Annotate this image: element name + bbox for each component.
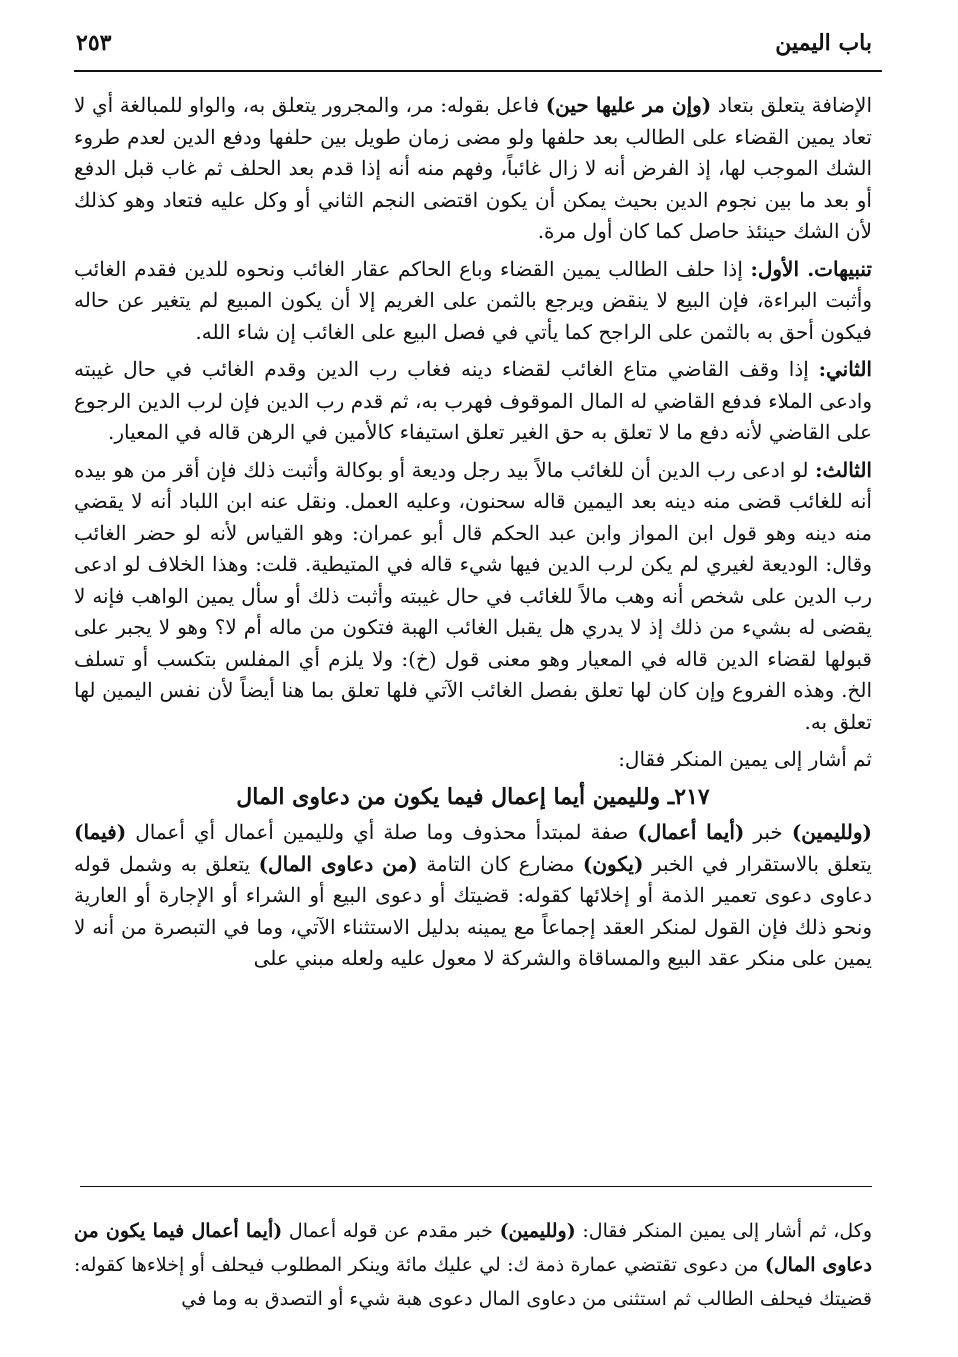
bold-term: (أيما أعمال فيما يكون من دعاوى المال) xyxy=(74,1220,873,1276)
bold-term: (وإن مر عليها حين) xyxy=(545,93,712,117)
text-run: إذا وقف القاضي متاع الغائب لقضاء دينه فغاب رب الدين وقدم الغائب في حال غيبته وادعى الملاء فدفع القاضي له المال الموقوف فهرب به، ثم قدم رب الدين فإن لرب الدين الرجوع على القاضي لأنه دفع ما لا تعلق به حق الغير تعلق استيفاء كالأمين في الرهن قاله في المعيار. xyxy=(74,357,872,444)
text-run: ثم أشار إلى يمين المنكر فقال: xyxy=(618,747,872,771)
commentary-paragraph xyxy=(74,817,872,975)
text-run: وكل، ثم أشار إلى يمين المنكر فقال: xyxy=(575,1220,872,1242)
footnote xyxy=(74,1214,872,1316)
text-run: فاعل بقوله: مر، والمجرور يتعلق به، والواو للمبالغة أي لا تعاد يمين القضاء على الطالب بعد حلفها ولو مضى زمان طويل بين حلفها ودفع الدين لعدم طروء الشك الموجب لها، إذ الفرض أنه لا زال غائباً، وفهم منه أنه إذا قدم بعد الحلف ثم غاب قبل الدفع أو بعد ما بين نجوم الدين بحيث يمكن أن يكون اقتضى النجم الثاني أو وكل عليه فتعاد وهو كذلك لأن الشك حينئذ حاصل كما كان أول مرة. xyxy=(74,93,872,243)
text-run: الإضافة يتعلق بتعاد xyxy=(711,93,872,117)
main-text xyxy=(74,90,872,981)
paragraph xyxy=(74,254,872,349)
bold-term: (ولليمين) xyxy=(791,820,872,844)
footnote-divider xyxy=(80,1186,872,1187)
bold-term: (ولليمين) xyxy=(499,1220,576,1242)
paragraph xyxy=(74,90,872,248)
section-heading: الثاني: xyxy=(818,357,872,381)
text-run: من دعوى تقتضي عمارة ذمة ك: لي عليك مائة وينكر المطلوب فيحلف أو إخلاءها كقوله: قضيتك فيحلف الطالب ثم استثنى من دعاوى المال دعوى هبة شيء أو التصدق به وما في xyxy=(74,1254,872,1310)
bold-term: (من دعاوى المال) xyxy=(258,851,418,876)
text-run: إذا حلف الطالب يمين القضاء وباع الحاكم عقار الغائب ونحوه للدين فقدم الغائب وأثبت البراءة، فإن البيع لا ينقض ويرجع بالثمن على الغريم إلا أن يكون المبيع لم يتغير عن حاله فيكون أحق به بالثمن على الراجح كما يأتي في فصل البيع على الغائب إن شاء الله. xyxy=(74,256,872,344)
header-divider xyxy=(74,70,882,72)
chapter-title: باب اليمين xyxy=(775,30,872,56)
paragraph xyxy=(74,744,872,776)
section-heading: تنبيهات. الأول: xyxy=(750,256,872,281)
bold-term: (يكون) xyxy=(582,851,644,876)
text-run: مضارع كان التامة xyxy=(417,851,583,876)
bold-term: (فيما) xyxy=(74,820,127,844)
page-number: ٢٥٣ xyxy=(76,30,112,56)
verse-line: ٢١٧ـ ولليمين أيما إعمال فيما يكون من دعاوى المال xyxy=(236,783,710,810)
text-run: خبر xyxy=(744,820,792,844)
paragraph xyxy=(74,354,872,449)
text-run: صفة لمبتدأ محذوف وما صلة أي ولليمين أعمال أي أعمال xyxy=(126,820,638,844)
text-run: خبر مقدم عن قوله أعمال xyxy=(282,1220,500,1242)
section-heading: الثالث: xyxy=(815,457,872,482)
text-run: يتعلق به وشمل قوله دعاوى دعوى تعمير الذمة أو إخلائها كقوله: قضيتك أو دعوى البيع أو الشراء أو الإجارة أو العارية ونحو ذلك فإن القول لمنكر العقد إجماعاً مع يمينه بدليل الاستثناء الآتي، وما في التبصرة من أنه لا يمين على منكر عقد البيع والمساقاة والشركة لا معول عليه ولعله مبني على xyxy=(74,851,872,970)
paragraph-list xyxy=(74,90,872,776)
bold-term: (أيما أعمال) xyxy=(637,820,745,844)
paragraph xyxy=(74,455,872,739)
text-run: يتعلق بالاستقرار في الخبر xyxy=(643,851,872,876)
text-run: لو ادعى رب الدين أن للغائب مالاً بيد رجل وديعة أو بوكالة وأثبت ذلك فإن أقر من هو بيده أنه للغائب قضى منه دينه بعد اليمين قاله سحنون، وعليه العمل. ونقل عنه ابن اللباد أنه لا يقضي منه دينه وهو قول ابن المواز وابن عبد الحكم قال أبو عمران: وهو القياس لأنه لو حضر الغائب وقال: الوديعة لغيري لم يكن لرب الدين فيها شيء قاله في المتيطية. قلت: وهذا الخلاف لو ادعى رب الدين على شخص أنه وهب مالاً للغائب في حال غيبته وأثبت ذلك أو سأل يمين الواهب فإنه لا يقضى له بشيء من ذلك إذ لا يدري هل يقبل الغائب الهبة فتكون من ماله أم لا؟ وهو لا يجبر على قبولها لقضاء الدين قاله في المعيار وهو معنى قول (خ): ولا يلزم أي المفلس بتكسب أو تسلف الخ. وهذه الفروع وإن كان لها تعلق بفصل الغائب الآتي فلها تعلق بما هنا أيضاً لأن نفس اليمين لها تعلق به. xyxy=(74,457,872,734)
